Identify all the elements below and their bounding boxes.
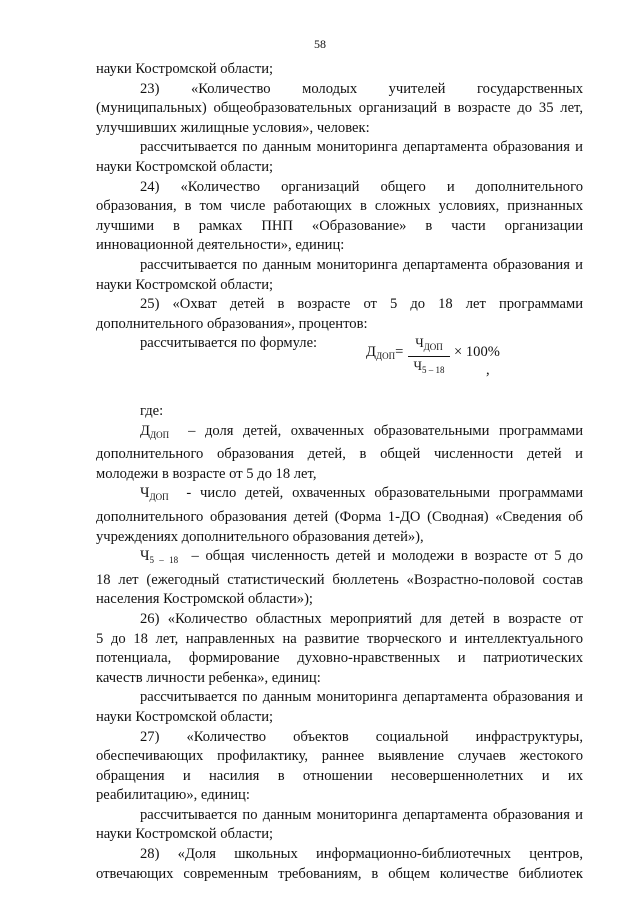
text-line: 18 лет (ежегодный статистический бюллетень «Возрастно-половой состав [96, 571, 583, 588]
text-line: 24) «Количество организаций общего и дополнительного [140, 178, 583, 195]
text-line: 25) «Охват детей в возрасте от 5 до 18 лет программами [140, 296, 583, 313]
definition-symbol: $Ч_{5 - 18}$ [140, 548, 179, 566]
formula-multiplier: × 100% [454, 344, 500, 360]
text-line: отвечающих современным требованиям, в общем количестве библиотек [96, 865, 583, 882]
text-line: дополнительного образования детей (Форма 1-ДО (Сводная) «Сведения об [96, 508, 583, 525]
text-line: образования, в том числе работающих в сложных условиях, признанных [96, 198, 583, 215]
formula-numerator: $Ч_{ДОП}$ [408, 334, 450, 357]
text-line: 27) «Количество объектов социальной инфраструктуры, [140, 728, 583, 745]
text-line: рассчитывается по формуле: [140, 335, 318, 352]
text-line: молодежи в возрасте от 5 до 18 лет, [96, 465, 317, 482]
definition-symbol: $Д_{ДОП}$ [140, 422, 170, 440]
definition-line: $Д_{ДОП}$ – доля детей, охваченных образовательными программами [140, 422, 584, 440]
text-line: 23) «Количество молодых учителей государственных [140, 80, 583, 97]
text-block-top [96, 60, 583, 354]
formula [366, 334, 500, 378]
text-line: науки Костромской области; [96, 708, 274, 725]
text-line: инновационной деятельности», единиц: [96, 237, 345, 254]
text-line: учреждениях дополнительного образования детей»), [96, 528, 424, 545]
formula-lhs: $Д_{ДОП}=$ [366, 344, 404, 361]
text-line: науки Костромской области; [96, 276, 274, 293]
text-line: (муниципальных) общеобразовательных организаций в возрасте до 35 лет, [96, 100, 583, 117]
definition-line: $Ч_{5 - 18}$ – общая численность детей и молодежи в возрасте от 5 до [140, 548, 584, 566]
text-line: рассчитывается по данным мониторинга департамента образования и [140, 139, 583, 156]
page-number: 58 [314, 37, 326, 51]
formula-denominator: $Ч_{5 - 18}$ [413, 358, 445, 375]
text-line: обращения и насилия в отношении несовершеннолетних и их [96, 767, 583, 784]
text-line: рассчитывается по данным мониторинга департамента образования и [140, 256, 583, 273]
text-line: рассчитывается по данным мониторинга департамента образования и [140, 806, 583, 823]
text-line: 28) «Доля школьных информационно-библиотечных центров, [140, 846, 583, 863]
formula-fraction [408, 334, 450, 379]
text-line: реабилитацию», единиц: [96, 787, 250, 804]
text-line: качеств личности ребенка», единиц: [96, 669, 321, 686]
text-line: лучшими в рамках ПНП «Образование» в части организации [96, 217, 583, 234]
text-line: где: [140, 403, 164, 419]
definition-symbol: $Ч_{ДОП}$ [140, 485, 169, 503]
text-line: населения Костромской области»); [96, 591, 313, 608]
text-line: 5 до 18 лет, направленных на развитие творческого и интеллектуального [96, 630, 583, 647]
text-line: обеспечивающих профилактику, раннее выявление случаев жестокого [96, 748, 583, 765]
text-line: науки Костромской области; [96, 158, 274, 175]
text-line: дополнительного образования детей, в общей численности детей и [96, 446, 583, 463]
text-line: 26) «Количество областных мероприятий для детей в возрасте от [140, 610, 583, 627]
text-line: улучшивших жилищные условия», человек: [96, 119, 370, 136]
text-line: науки Костромской области; [96, 61, 274, 77]
text-line: потенциала, формирование духовно-нравственных и патриотических [96, 650, 583, 667]
definition-line: $Ч_{ДОП}$ - число детей, охваченных образовательными программами [140, 485, 584, 503]
text-line: науки Костромской области; [96, 826, 274, 843]
text-line: дополнительного образования», процентов: [96, 315, 368, 332]
text-line: рассчитывается по данным мониторинга департамента образования и [140, 689, 583, 706]
formula-comma: , [486, 362, 490, 378]
text-block-definitions [96, 402, 583, 884]
